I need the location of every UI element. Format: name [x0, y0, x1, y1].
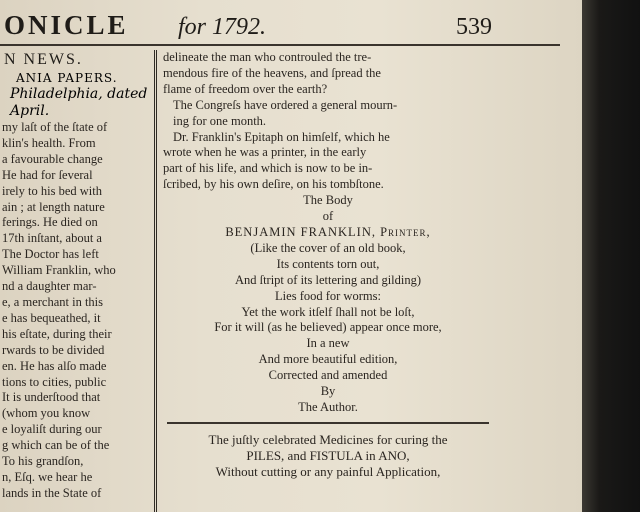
left-text-line: en. He has alſo made: [2, 358, 107, 373]
epitaph-line: of: [322, 209, 334, 224]
dateline-line: April.: [10, 103, 50, 119]
left-text-line: tions to cities, public: [2, 374, 107, 389]
congress-text-line: ing for one month.: [173, 113, 267, 128]
left-text-line: nd a daughter mar-: [2, 279, 97, 294]
left-column: [2, 50, 152, 512]
epitaph-line: And more beautiful edition,: [258, 352, 398, 367]
intro-text-line: mendous fire of the heavens, and ſpread the: [163, 65, 381, 80]
header-rule: [0, 44, 560, 46]
left-text-line: lands in the State of: [2, 485, 102, 500]
epitaph-line: Yet the work itſelf ſhall not be loſt,: [241, 304, 415, 319]
left-text-line: g which can be of the: [2, 438, 110, 453]
left-text-line: my laſt of the ſtate of: [2, 120, 108, 134]
congress-text-line: The Congreſs have ordered a general mourn-: [173, 97, 398, 112]
advert-line: PILES, and FISTULA in ANO,: [246, 447, 410, 463]
epitaph-line: The Body: [303, 193, 353, 208]
epitaph-line: And ſtript of its lettering and gilding): [234, 272, 422, 287]
left-text-line: e has bequeathed, it: [2, 310, 101, 325]
epitaph-line: Its contents torn out,: [276, 256, 380, 271]
page-number: 539: [456, 14, 492, 40]
page-header: [0, 8, 582, 48]
epitaph-intro-line: ſcribed, by his own deſire, on his tombſtone.: [163, 177, 384, 192]
left-text-line: 17th inſtant, about a: [2, 231, 102, 246]
epitaph-line: In a new: [306, 336, 350, 351]
left-text-line: William Franklin, who: [2, 263, 116, 278]
epitaph-line: (Like the cover of an old book,: [250, 240, 406, 255]
left-column-heading: N NEWS.: [4, 51, 83, 68]
advert-line: Without cutting or any painful Application,: [215, 463, 441, 479]
left-text-line: a favourable change: [2, 151, 103, 166]
left-text-line: rwards to be divided: [2, 342, 105, 357]
advert-line: The juſtly celebrated Medicines for curing the: [208, 431, 448, 447]
left-column-body: [2, 120, 152, 502]
left-text-line: e loyaliſt during our: [2, 422, 102, 437]
column-divider: [154, 50, 157, 512]
section-rule: [167, 422, 489, 424]
dateline-line: Philadelphia, dated: [10, 86, 148, 102]
epitaph-line: Corrected and amended: [268, 368, 388, 383]
left-text-line: n, Eſq. we hear he: [2, 469, 93, 484]
left-text-line: e, a merchant in this: [2, 294, 104, 309]
epitaph-line: By: [320, 384, 336, 399]
left-text-line: his eſtate, during their: [2, 326, 112, 341]
medicine-advert: [163, 432, 493, 480]
epitaph-line: Lies food for worms:: [275, 288, 381, 303]
intro-text-line: delineate the man who controuled the tre-: [163, 50, 372, 64]
left-text-line: irely to his bed with: [2, 183, 102, 198]
left-text-line: To his grandſon,: [2, 454, 84, 469]
epitaph-verse: [163, 193, 493, 416]
intro-text-line: flame of freedom over the earth?: [163, 81, 328, 96]
epitaph-line: For it will (as he believed) appear once more,: [214, 320, 442, 335]
epitaph-line: The Author.: [298, 399, 358, 414]
epitaph-intro-paragraph: [163, 130, 493, 194]
left-text-line: ferings. He died on: [2, 215, 98, 230]
left-text-line: klin's health. From: [2, 135, 96, 150]
epitaph-intro-line: wrote when he was a printer, in the early: [163, 145, 367, 160]
congress-paragraph: [163, 98, 493, 130]
left-text-line: ain ; at length nature: [2, 199, 105, 214]
intro-paragraph: [163, 50, 493, 98]
left-column-subheading: ANIA PAPERS.: [16, 71, 118, 85]
masthead-year: for 1792.: [178, 14, 267, 40]
left-text-line: It is underſtood that: [2, 390, 101, 405]
left-text-line: He had for ſeveral: [2, 167, 93, 182]
epitaph-intro-line: part of his life, and which is now to be in-: [163, 161, 373, 176]
left-text-line: The Doctor has left: [2, 247, 99, 262]
left-text-line: (whom you know: [2, 406, 91, 421]
masthead-title: ONICLE: [4, 10, 129, 40]
binding-edge: [582, 0, 640, 512]
right-column: [163, 50, 493, 512]
epitaph-intro-line: Dr. Franklin's Epitaph on himſelf, which he: [173, 129, 390, 144]
epitaph-line: BENJAMIN FRANKLIN, Printer,: [225, 224, 431, 239]
